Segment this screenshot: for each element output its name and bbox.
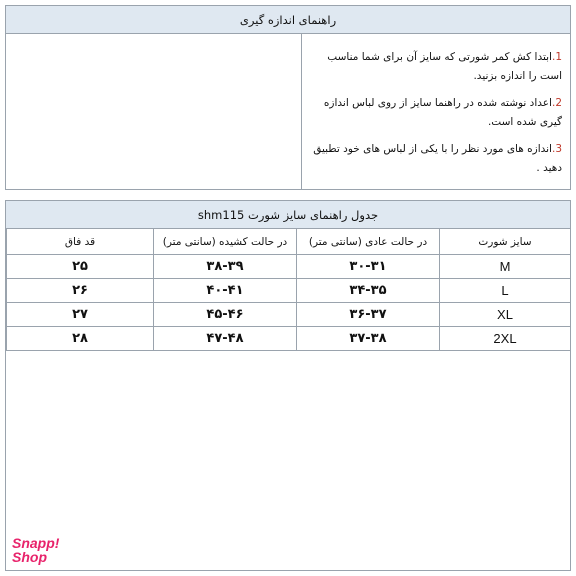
instruction-3-text: اندازه های مورد نظر را با یکی از لباس های خود تطبیق دهید .	[313, 143, 562, 174]
normal-cell: ۳۴-۳۵	[297, 279, 440, 303]
instruction-1-number: 1.	[551, 51, 562, 63]
table-row	[7, 303, 571, 327]
instructions	[301, 34, 570, 189]
rise-cell: ۲۵	[7, 255, 154, 279]
normal-cell: ۳۰-۳۱	[297, 255, 440, 279]
header-stretched: در حالت کشیده (سانتی متر)	[154, 229, 297, 255]
size-cell: L	[440, 279, 571, 303]
stretched-cell: ۳۸-۳۹	[154, 255, 297, 279]
snappshop-logo	[12, 536, 72, 564]
guide-title: راهنمای اندازه گیری	[6, 6, 570, 34]
instruction-1	[306, 48, 562, 86]
underwear-diagram	[6, 34, 300, 189]
instruction-1-text: ابتدا کش کمر شورتی که سایز آن برای شما مناسب است را اندازه بزنید.	[327, 51, 562, 82]
rise-cell: ۲۷	[7, 303, 154, 327]
table-row	[7, 327, 571, 351]
header-normal: در حالت عادی (سانتی متر)	[297, 229, 440, 255]
instruction-3-number: 3.	[551, 143, 562, 155]
size-cell: XL	[440, 303, 571, 327]
logo-line-2: Shop	[12, 549, 47, 565]
instruction-2-text: اعداد نوشته شده در راهنما سایز از روی لباس اندازه گیری شده است.	[323, 97, 562, 128]
header-rise: قد فاق	[7, 229, 154, 255]
underwear-illustration	[6, 34, 300, 189]
rise-cell: ۲۶	[7, 279, 154, 303]
table-header-row	[7, 229, 571, 255]
table-row	[7, 255, 571, 279]
stretched-cell: ۴۷-۴۸	[154, 327, 297, 351]
header-size: سایز شورت	[440, 229, 571, 255]
normal-cell: ۳۶-۳۷	[297, 303, 440, 327]
logo-line-1: Snapp!	[12, 535, 60, 551]
rise-cell: ۲۸	[7, 327, 154, 351]
stretched-cell: ۴۵-۴۶	[154, 303, 297, 327]
size-cell: M	[440, 255, 571, 279]
normal-cell: ۳۷-۳۸	[297, 327, 440, 351]
size-table-panel	[5, 200, 571, 571]
size-cell: 2XL	[440, 327, 571, 351]
stretched-cell: ۴۰-۴۱	[154, 279, 297, 303]
instruction-3	[306, 140, 562, 178]
table-row	[7, 279, 571, 303]
size-table-title: جدول راهنمای سایز شورت shm115	[6, 201, 570, 229]
instruction-2-number: 2.	[551, 97, 562, 109]
size-table	[6, 228, 571, 351]
measurement-guide-panel	[5, 5, 571, 190]
instruction-2	[306, 94, 562, 132]
